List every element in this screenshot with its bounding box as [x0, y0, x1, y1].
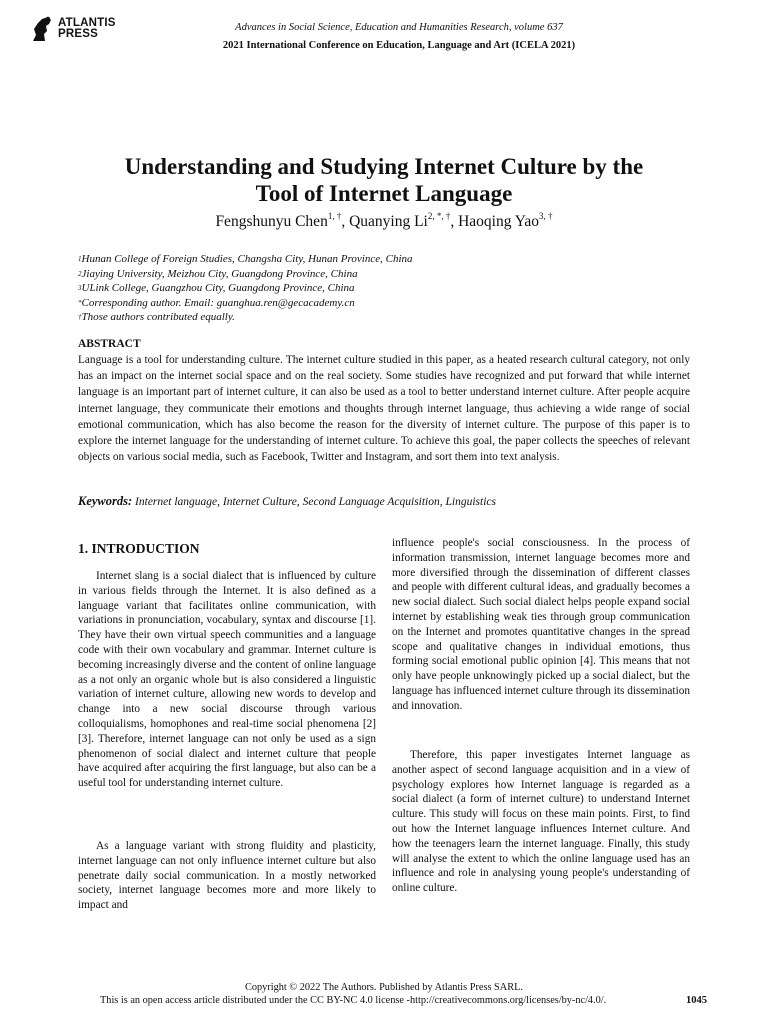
affiliations — [78, 252, 413, 325]
license-line: This is an open access article distributed under the CC BY-NC 4.0 license -http://creativecommons.org/licenses/by-nc/4.0/. — [100, 995, 607, 1006]
running-header — [0, 22, 768, 51]
title-line2: Tool of Internet Language — [255, 181, 513, 206]
body-paragraph: As a language variant with strong fluidity and plasticity, internet language can not only influence internet culture but also penetrate daily social communication. In a mostly networked society, internet language becomes more and more likely to impact and — [78, 840, 376, 912]
affiliation-text: Jiaying University, Meizhou City, Guangdong Province, China — [81, 267, 358, 280]
affiliation-mark: 3 — [78, 284, 82, 292]
affiliation-mark: 2 — [78, 269, 82, 278]
logo-line1: ATLANTIS — [58, 16, 116, 29]
keywords-text: Internet language, Internet Culture, Second Language Acquisition, Linguistics — [135, 496, 496, 508]
affiliation-text: Those authors contributed equally. — [81, 311, 235, 323]
author-marks: 3, † — [539, 211, 553, 221]
keywords-label: Keywords: — [78, 494, 133, 508]
affiliation-text: Corresponding author. Email: guanghua.ren@gecacademy.cn — [81, 296, 355, 309]
paper-title — [70, 153, 698, 207]
copyright-line: Copyright © 2022 The Authors. Published by Atlantis Press SARL. — [245, 982, 523, 993]
body-paragraph: influence people's social consciousness. In the process of information transmission, internet language becomes more and more diversified through the dissemination of different classes and people with different cultural ideas, and gradually becomes a new social dialect. Such social dialect helps people expand social internet by establishing weak ties through group communication on the Internet and promotes quantitative changes in the spread scope and qualitative changes in individual emotions, thus forming social emotional public opinion [4]. This means that not only have people unknowingly picked up a social dialect, but the language has influenced internet culture through its dissemination and innovation. — [392, 537, 690, 712]
abstract-heading: ABSTRACT — [78, 338, 141, 350]
affiliation-item — [78, 296, 413, 311]
affiliation-item — [78, 310, 413, 325]
author-name: Fengshunyu Chen — [215, 213, 328, 230]
affiliation-mark: † — [78, 313, 82, 321]
author-list: Fengshunyu Chen$^{1, \dagger}$, Quanying $Li^{2, *, \dagger}$, Haoqing Yao$^{3, \dagger}$ — [215, 211, 553, 230]
right-column — [392, 536, 690, 714]
affiliation-item — [78, 281, 413, 296]
logo-line2: PRESS — [58, 28, 98, 40]
author-name: Quanying Li — [349, 213, 428, 230]
page-number: 1045 — [686, 995, 707, 1006]
left-column — [78, 569, 376, 791]
abstract-text: Language is a tool for understanding culture. The internet culture studied in this paper, as a heated research cultural category, not only has an impact on the internet social space and on the real society. Some studies have recognized and put forward that while internet language is an important part of internet culture, it can also be used as a tool to better understand internet culture. After people acquire internet language, they communicate their emotions and thoughts through internet language, thus achieving a wide range of social emotional communication, which has also become the reason for the diversity of internet culture. The purpose of this paper is to explore the internet language for the understanding of internet culture. To achieve this goal, the paper collects the speeches of relevant objects on various social media, such as Facebook, Twitter and Instagram, and sort them into text analysis. — [78, 354, 690, 464]
author-marks: 2, *, † — [427, 211, 451, 221]
left-column-continued — [78, 839, 376, 913]
body-paragraph: Therefore, this paper investigates Internet language as another aspect of second language acquisition and in a view of psychology explores how Internet language is regarded as a social dialect (a form of internet culture) to understand Internet culture. This study will focus on these main points. First, to find out how the Internet language influences Internet culture. And how the teenagers learn the internet language. Finally, this study will analyse the extent to which the online language used has an influence and role in analysing young people's understanding of online culture. — [392, 749, 690, 895]
affiliation-text: Hunan College of Foreign Studies, Changsha City, Hunan Province, China — [81, 253, 413, 265]
affiliation-item — [78, 252, 413, 267]
title-line1: Understanding and Studying Internet Culture by the — [124, 154, 644, 179]
journal-line: Advances in Social Science, Education and Humanities Research, volume 637 — [235, 22, 563, 33]
keywords — [78, 494, 496, 509]
affiliation-text: ULink College, Guangzhou City, Guangdong Province, China — [81, 282, 355, 294]
right-column-continued — [392, 748, 690, 896]
affiliation-item — [78, 267, 413, 282]
conference-line: 2021 International Conference on Education, Language and Art (ICELA 2021) — [222, 40, 576, 51]
author-marks: 1, † — [327, 211, 342, 221]
section-heading: 1. INTRODUCTION — [78, 541, 200, 556]
affiliation-mark: 1 — [78, 255, 82, 263]
author-name: Haoqing Yao — [458, 213, 540, 230]
body-paragraph: Internet slang is a social dialect that is influenced by culture in various fields through the Internet. It is also defined as a language variant that facilitates online communication, with variations in pronunciation, vocabulary, syntax and discourse [1]. They have their own virtual speech communities and a language code with their own vocabulary and grammar. Internet culture is becoming increasingly diverse and the content of online language as a not only an organic whole but is also considered a linguistic variation of internet culture, allowing new words to develop and change into a new social discourse through various colloquialisms, homophones and real-time social phenomena [2][3]. Therefore, internet language can not only be used as a sign phenomenon of social dialect and internet culture that people have acquired after acquiring the first language, but also can be a useful tool for understanding internet culture. — [78, 570, 376, 790]
affiliation-mark: * — [78, 298, 82, 307]
